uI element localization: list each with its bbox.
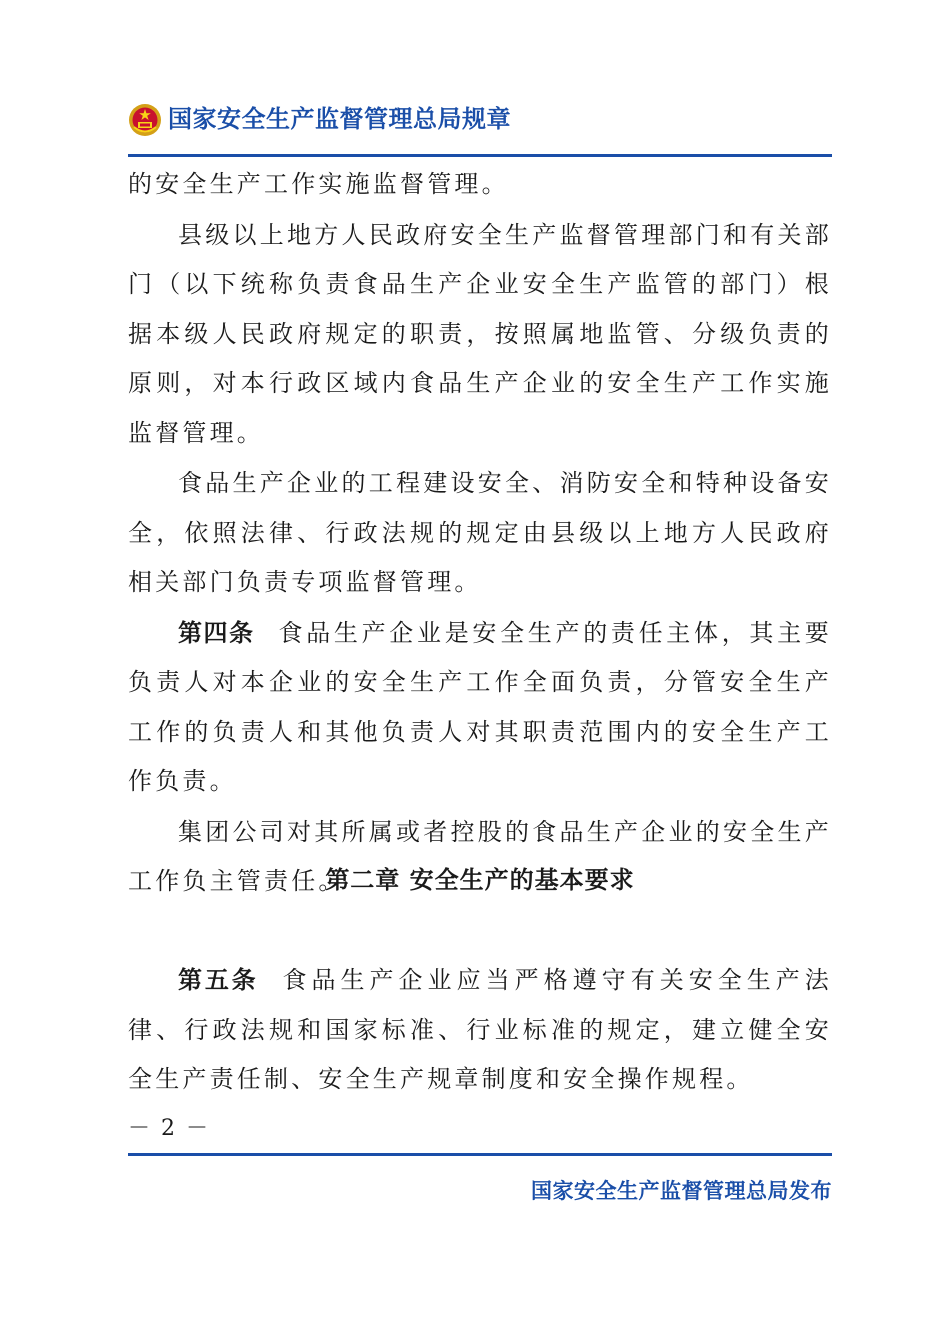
article-5-heading: 第五条 — [178, 966, 259, 994]
chapter-title: 第二章 安全生产的基本要求 — [325, 866, 635, 894]
page-header — [128, 98, 832, 148]
paragraph-group-company: 集团公司对其所属或者控股的食品生产企业的安全生产工作负主管责任。 — [128, 817, 832, 895]
paragraph-special-supervision: 食品生产企业的工程建设安全、消防安全和特种设备安全，依照法律、行政法规的规定由县级以上地方人民政府相关部门负责专项监督管理。 — [128, 469, 832, 596]
document-body — [128, 160, 832, 907]
paragraph-continuation: 的安全生产工作实施监督管理。 — [128, 170, 509, 198]
paragraph-local-government: 县级以上地方人民政府安全生产监督管理部门和有关部门（以下统称负责食品生产企业安全生产监管的部门）根据本级人民政府规定的职责，按照属地监管、分级负责的原则，对本行政区域内食品生产企业的安全生产工作实施监督管理。 — [128, 220, 832, 447]
footer-publisher: 国家安全生产监督管理总局发布 — [531, 1179, 832, 1203]
article-5-text: 食品生产企业应当严格遵守有关安全生产法律、行政法规和国家标准、行业标准的规定，建立健全安全生产责任制、安全生产规章制度和安全操作规程。 — [128, 966, 832, 1093]
document-body-chapter2 — [128, 956, 832, 1105]
page-number: － 2 － — [128, 1116, 210, 1141]
article-5 — [128, 956, 832, 1105]
article-4-heading: 第四条 — [178, 618, 255, 647]
national-emblem-icon — [128, 103, 162, 137]
header-divider — [128, 154, 832, 157]
footer-divider — [128, 1153, 832, 1156]
header-title: 国家安全生产监督管理总局规章 — [168, 105, 511, 133]
article-4 — [128, 609, 832, 807]
article-4-text: 食品生产企业是安全生产的责任主体，其主要负责人对本企业的安全生产工作全面负责，分管安全生产工作的负责人和其他负责人对其职责范围内的安全生产工作负责。 — [128, 618, 832, 795]
